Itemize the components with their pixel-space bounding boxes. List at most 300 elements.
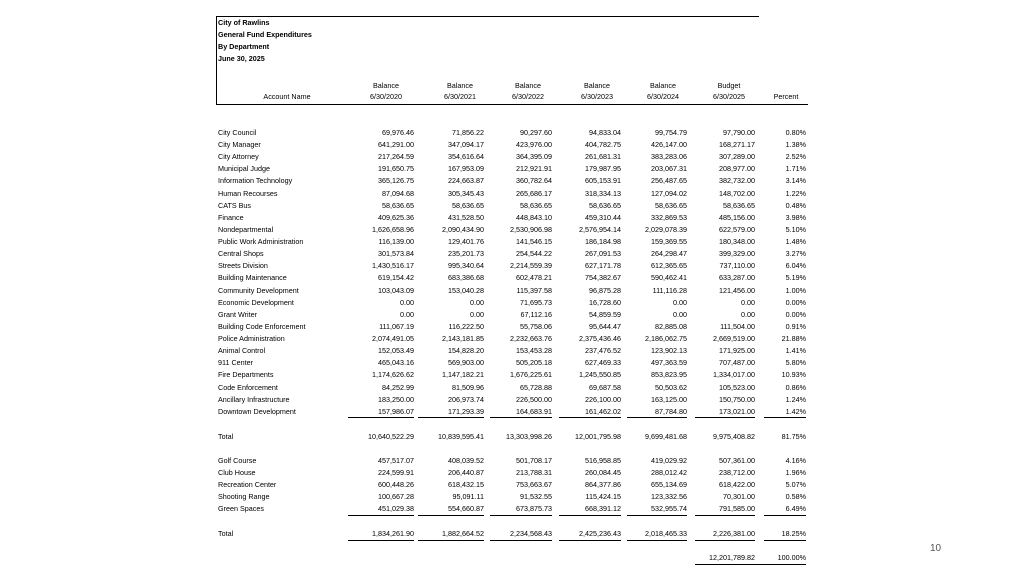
amount-cell: 0.00	[673, 298, 687, 307]
table-row	[216, 272, 808, 284]
grand-total-amount: 12,201,789.82	[709, 553, 755, 562]
amount-cell: 267,091.53	[585, 249, 621, 258]
report-date: June 30, 2025	[218, 54, 265, 63]
amount-cell: 16,728.60	[589, 298, 621, 307]
amount-cell: 354,616.64	[448, 152, 484, 161]
amount-cell: 116,139.00	[378, 237, 414, 246]
subtotal-rule	[348, 417, 414, 418]
account-name: Shooting Range	[218, 492, 270, 501]
amount-cell: 82,885.08	[655, 322, 687, 331]
amount-cell: 100,667.28	[378, 492, 414, 501]
amount-cell: 2,214,559.39	[510, 261, 552, 270]
amount-cell: 641,291.00	[378, 140, 414, 149]
amount-cell: 161,462.02	[585, 407, 621, 416]
amount-cell: 97,790.00	[723, 128, 755, 137]
amount-cell: 673,875.73	[516, 504, 552, 513]
amount-cell: 627,171.78	[585, 261, 621, 270]
amount-cell: 301,573.84	[378, 249, 414, 258]
amount-cell: 485,156.00	[719, 213, 755, 222]
c2-line2: 6/30/2021	[444, 92, 476, 101]
amount-cell: 409,625.36	[378, 213, 414, 222]
account-name: Golf Course	[218, 456, 257, 465]
amount-cell: 115,424.15	[585, 492, 621, 501]
amount-cell: 173,021.00	[719, 407, 755, 416]
subtotal-rule	[559, 515, 621, 516]
amount-cell: 10,640,522.29	[368, 432, 414, 441]
amount-cell: 683,386.68	[448, 273, 484, 282]
amount-cell: 71,856.22	[452, 128, 484, 137]
percent-cell: 21.88%	[781, 334, 806, 343]
total-rule	[627, 540, 687, 541]
account-name: City Manager	[218, 140, 261, 149]
amount-cell: 451,029.38	[378, 504, 414, 513]
account-name: Finance	[218, 213, 244, 222]
c5-line2: 6/30/2024	[647, 92, 679, 101]
account-name: Central Shops	[218, 249, 264, 258]
percent-cell: 0.91%	[785, 322, 806, 331]
amount-cell: 602,478.21	[516, 273, 552, 282]
amount-cell: 58,636.65	[655, 201, 687, 210]
table-row	[216, 503, 808, 515]
amount-cell: 737,110.00	[719, 261, 755, 270]
amount-cell: 159,369.55	[651, 237, 687, 246]
grand-total-rule	[695, 564, 806, 565]
amount-cell: 618,422.00	[719, 480, 755, 489]
table-row	[216, 151, 808, 163]
amount-cell: 70,301.00	[723, 492, 755, 501]
amount-cell: 619,154.42	[378, 273, 414, 282]
amount-cell: 1,174,626.62	[372, 370, 414, 379]
percent-cell: 6.04%	[785, 261, 806, 270]
amount-cell: 50,503.62	[655, 383, 687, 392]
amount-cell: 168,271.17	[719, 140, 755, 149]
amount-cell: 213,788.31	[516, 468, 552, 477]
amount-cell: 150,750.00	[719, 395, 755, 404]
amount-cell: 95,091.11	[452, 492, 484, 501]
amount-cell: 13,303,998.26	[506, 432, 552, 441]
subtotal-rule	[695, 417, 755, 418]
amount-cell: 655,134.69	[651, 480, 687, 489]
amount-cell: 127,094.02	[651, 189, 687, 198]
amount-cell: 123,902.13	[651, 346, 687, 355]
amount-cell: 791,585.00	[719, 504, 755, 513]
amount-cell: 0.00	[400, 310, 414, 319]
left-border	[216, 16, 217, 104]
subtotal-rule	[418, 515, 484, 516]
amount-cell: 71,695.73	[520, 298, 552, 307]
account-name: Municipal Judge	[218, 164, 270, 173]
percent-header: Percent	[773, 92, 799, 101]
amount-cell: 2,425,236.43	[579, 529, 621, 538]
account-name: Information Technology	[218, 176, 293, 185]
amount-cell: 2,074,491.05	[372, 334, 414, 343]
percent-cell: 1.48%	[785, 237, 806, 246]
amount-cell: 226,500.00	[516, 395, 552, 404]
table-row	[216, 260, 808, 272]
amount-cell: 65,728.88	[520, 383, 552, 392]
table-row	[216, 309, 808, 321]
subtotal-rule	[627, 417, 687, 418]
amount-cell: 1,834,261.90	[372, 529, 414, 538]
amount-cell: 383,283.06	[651, 152, 687, 161]
amount-cell: 186,184.98	[585, 237, 621, 246]
amount-cell: 148,702.00	[719, 189, 755, 198]
account-name: Downtown Development	[218, 407, 296, 416]
amount-cell: 9,975,408.82	[713, 432, 755, 441]
percent-cell: 1.96%	[785, 468, 806, 477]
total-rule	[418, 540, 484, 541]
table-row	[216, 479, 808, 491]
total-row	[216, 431, 808, 443]
amount-cell: 627,469.33	[585, 358, 621, 367]
amount-cell: 995,340.64	[448, 261, 484, 270]
amount-cell: 12,001,795.98	[575, 432, 621, 441]
percent-cell: 10.93%	[781, 370, 806, 379]
percent-cell: 6.49%	[785, 504, 806, 513]
amount-cell: 2,576,954.14	[579, 225, 621, 234]
amount-cell: 459,310.44	[585, 213, 621, 222]
percent-cell: 5.80%	[785, 358, 806, 367]
amount-cell: 260,084.45	[585, 468, 621, 477]
table-row	[216, 321, 808, 333]
amount-cell: 399,329.00	[719, 249, 755, 258]
table-row	[216, 467, 808, 479]
amount-cell: 105,523.00	[719, 383, 755, 392]
amount-cell: 261,681.31	[585, 152, 621, 161]
amount-cell: 0.00	[673, 310, 687, 319]
account-name: Total	[218, 432, 234, 441]
report-title: General Fund Expenditures	[218, 30, 312, 39]
account-name: Green Spaces	[218, 504, 264, 513]
subtotal-rule	[695, 515, 755, 516]
amount-cell: 360,782.64	[516, 176, 552, 185]
amount-cell: 264,298.47	[651, 249, 687, 258]
subtotal-rule	[490, 417, 552, 418]
amount-cell: 179,987.95	[585, 164, 621, 173]
account-name-header: Account Name	[263, 92, 311, 101]
percent-cell: 3.98%	[785, 213, 806, 222]
amount-cell: 206,973.74	[448, 395, 484, 404]
table-row	[216, 212, 808, 224]
amount-cell: 203,067.31	[651, 164, 687, 173]
amount-cell: 58,636.65	[452, 201, 484, 210]
percent-cell: 18.25%	[781, 529, 806, 538]
amount-cell: 633,287.00	[719, 273, 755, 282]
account-name: Building Maintenance	[218, 273, 287, 282]
amount-cell: 1,626,658.96	[372, 225, 414, 234]
amount-cell: 497,363.59	[651, 358, 687, 367]
account-name: Animal Control	[218, 346, 266, 355]
org-name: City of Rawlins	[218, 18, 270, 27]
table-row	[216, 394, 808, 406]
percent-cell: 5.19%	[785, 273, 806, 282]
amount-cell: 431,528.50	[448, 213, 484, 222]
table-row	[216, 297, 808, 309]
amount-cell: 753,663.67	[516, 480, 552, 489]
total-row	[216, 528, 808, 540]
subtotal-rule	[764, 417, 806, 418]
percent-cell: 81.75%	[781, 432, 806, 441]
amount-cell: 153,453.28	[516, 346, 552, 355]
table-row	[216, 285, 808, 297]
amount-cell: 600,448.26	[378, 480, 414, 489]
percent-cell: 4.16%	[785, 456, 806, 465]
total-rule	[348, 540, 414, 541]
c4-line2: 6/30/2023	[581, 92, 613, 101]
amount-cell: 2,232,663.76	[510, 334, 552, 343]
amount-cell: 516,958.85	[585, 456, 621, 465]
amount-cell: 164,683.91	[516, 407, 552, 416]
account-name: Total	[218, 529, 234, 538]
amount-cell: 1,430,516.17	[372, 261, 414, 270]
percent-cell: 3.14%	[785, 176, 806, 185]
percent-cell: 0.00%	[785, 298, 806, 307]
percent-cell: 0.86%	[785, 383, 806, 392]
amount-cell: 237,476.52	[585, 346, 621, 355]
percent-cell: 1.42%	[785, 407, 806, 416]
amount-cell: 157,986.07	[378, 407, 414, 416]
table-row	[216, 491, 808, 503]
amount-cell: 365,126.75	[378, 176, 414, 185]
amount-cell: 305,345.43	[448, 189, 484, 198]
percent-cell: 1.00%	[785, 286, 806, 295]
amount-cell: 226,100.00	[585, 395, 621, 404]
amount-cell: 2,375,436.46	[579, 334, 621, 343]
amount-cell: 206,440.87	[448, 468, 484, 477]
percent-cell: 0.00%	[785, 310, 806, 319]
account-name: City Council	[218, 128, 257, 137]
c1-line1: Balance	[373, 81, 399, 90]
amount-cell: 256,487.65	[651, 176, 687, 185]
amount-cell: 167,953.09	[448, 164, 484, 173]
amount-cell: 171,293.39	[448, 407, 484, 416]
report-subtitle: By Department	[218, 42, 270, 51]
amount-cell: 332,869.53	[651, 213, 687, 222]
account-name: City Attorney	[218, 152, 259, 161]
amount-cell: 208,977.00	[719, 164, 755, 173]
amount-cell: 238,712.00	[719, 468, 755, 477]
amount-cell: 69,976.46	[382, 128, 414, 137]
subtotal-rule	[490, 515, 552, 516]
amount-cell: 103,043.09	[378, 286, 414, 295]
amount-cell: 129,401.76	[448, 237, 484, 246]
amount-cell: 10,839,595.41	[438, 432, 484, 441]
account-name: Building Code Enforcement	[218, 322, 306, 331]
total-rule	[559, 540, 621, 541]
amount-cell: 404,782.75	[585, 140, 621, 149]
amount-cell: 505,205.18	[516, 358, 552, 367]
account-name: Police Administration	[218, 334, 285, 343]
amount-cell: 554,660.87	[448, 504, 484, 513]
amount-cell: 84,252.99	[382, 383, 414, 392]
amount-cell: 2,186,062.75	[645, 334, 687, 343]
percent-cell: 2.52%	[785, 152, 806, 161]
account-name: CATS Bus	[218, 201, 252, 210]
subtotal-rule	[627, 515, 687, 516]
amount-cell: 507,361.00	[719, 456, 755, 465]
account-name: Streets Division	[218, 261, 268, 270]
c2-line1: Balance	[447, 81, 473, 90]
account-name: Human Recourses	[218, 189, 278, 198]
amount-cell: 154,828.20	[448, 346, 484, 355]
amount-cell: 612,365.65	[651, 261, 687, 270]
table-row	[216, 455, 808, 467]
amount-cell: 668,391.12	[585, 504, 621, 513]
amount-cell: 58,636.65	[589, 201, 621, 210]
amount-cell: 265,686.17	[516, 189, 552, 198]
amount-cell: 54,859.59	[589, 310, 621, 319]
amount-cell: 90,297.60	[520, 128, 552, 137]
amount-cell: 754,382.67	[585, 273, 621, 282]
amount-cell: 81,509.96	[452, 383, 484, 392]
amount-cell: 111,504.00	[720, 322, 755, 331]
amount-cell: 141,546.15	[516, 237, 552, 246]
percent-cell: 3.27%	[785, 249, 806, 258]
amount-cell: 9,699,481.68	[645, 432, 687, 441]
amount-cell: 2,226,381.00	[713, 529, 755, 538]
amount-cell: 1,334,017.00	[713, 370, 755, 379]
amount-cell: 1,676,225.61	[510, 370, 552, 379]
table-row	[216, 345, 808, 357]
table-row	[216, 248, 808, 260]
amount-cell: 382,732.00	[719, 176, 755, 185]
account-name: Community Development	[218, 286, 299, 295]
amount-cell: 569,903.00	[448, 358, 484, 367]
grand-total-percent: 100.00%	[777, 553, 806, 562]
total-rule	[764, 540, 806, 541]
amount-cell: 153,040.28	[448, 286, 484, 295]
c1-line2: 6/30/2020	[370, 92, 402, 101]
amount-cell: 180,348.00	[719, 237, 755, 246]
account-name: Recreation Center	[218, 480, 277, 489]
amount-cell: 123,332.56	[651, 492, 687, 501]
table-row	[216, 357, 808, 369]
amount-cell: 853,823.95	[651, 370, 687, 379]
amount-cell: 55,758.06	[520, 322, 552, 331]
c6-line2: 6/30/2025	[713, 92, 745, 101]
amount-cell: 217,264.59	[378, 152, 414, 161]
top-border	[216, 16, 759, 17]
amount-cell: 99,754.79	[655, 128, 687, 137]
amount-cell: 1,882,664.52	[442, 529, 484, 538]
header-rule	[216, 104, 808, 105]
amount-cell: 67,112.16	[520, 310, 552, 319]
amount-cell: 0.00	[741, 310, 755, 319]
amount-cell: 69,687.58	[589, 383, 621, 392]
table-row	[216, 175, 808, 187]
table-row	[216, 139, 808, 151]
percent-cell: 5.10%	[785, 225, 806, 234]
percent-cell: 1.24%	[785, 395, 806, 404]
table-row	[216, 163, 808, 175]
table-row	[216, 382, 808, 394]
amount-cell: 364,395.09	[516, 152, 552, 161]
account-name: Ancillary Infrastructure	[218, 395, 290, 404]
amount-cell: 707,487.00	[719, 358, 755, 367]
amount-cell: 95,644.47	[589, 322, 621, 331]
table-row	[216, 200, 808, 212]
amount-cell: 58,636.65	[520, 201, 552, 210]
amount-cell: 590,462.41	[651, 273, 687, 282]
table-row	[216, 333, 808, 345]
percent-cell: 0.58%	[785, 492, 806, 501]
amount-cell: 224,663.87	[448, 176, 484, 185]
amount-cell: 605,153.91	[585, 176, 621, 185]
amount-cell: 465,043.16	[378, 358, 414, 367]
amount-cell: 426,147.00	[651, 140, 687, 149]
amount-cell: 94,833.04	[589, 128, 621, 137]
amount-cell: 423,976.00	[516, 140, 552, 149]
account-name: Code Enforcement	[218, 383, 278, 392]
amount-cell: 318,334.13	[585, 189, 621, 198]
amount-cell: 116,222.50	[448, 322, 484, 331]
subtotal-rule	[418, 417, 484, 418]
amount-cell: 121,456.00	[719, 286, 755, 295]
amount-cell: 448,843.10	[516, 213, 552, 222]
subtotal-rule	[348, 515, 414, 516]
amount-cell: 408,039.52	[448, 456, 484, 465]
account-name: Economic Development	[218, 298, 294, 307]
amount-cell: 0.00	[470, 298, 484, 307]
subtotal-rule	[559, 417, 621, 418]
amount-cell: 0.00	[400, 298, 414, 307]
total-rule	[695, 540, 755, 541]
amount-cell: 532,955.74	[651, 504, 687, 513]
amount-cell: 224,599.91	[378, 468, 414, 477]
amount-cell: 419,029.92	[651, 456, 687, 465]
amount-cell: 171,925.00	[719, 346, 755, 355]
grand-total-row	[216, 552, 808, 564]
c4-line1: Balance	[584, 81, 610, 90]
amount-cell: 111,067.19	[379, 322, 414, 331]
amount-cell: 58,636.65	[723, 201, 755, 210]
amount-cell: 2,234,568.43	[510, 529, 552, 538]
amount-cell: 457,517.07	[378, 456, 414, 465]
amount-cell: 2,143,181.85	[442, 334, 484, 343]
c5-line1: Balance	[650, 81, 676, 90]
amount-cell: 347,094.17	[448, 140, 484, 149]
amount-cell: 235,201.73	[448, 249, 484, 258]
amount-cell: 111,116.28	[652, 286, 687, 295]
amount-cell: 2,530,906.98	[510, 225, 552, 234]
total-rule	[490, 540, 552, 541]
amount-cell: 622,579.00	[719, 225, 755, 234]
amount-cell: 501,708.17	[516, 456, 552, 465]
table-row	[216, 188, 808, 200]
amount-cell: 152,053.49	[378, 346, 414, 355]
c3-line2: 6/30/2022	[512, 92, 544, 101]
amount-cell: 2,029,078.39	[645, 225, 687, 234]
c3-line1: Balance	[515, 81, 541, 90]
amount-cell: 0.00	[470, 310, 484, 319]
amount-cell: 191,650.75	[378, 164, 414, 173]
percent-cell: 5.07%	[785, 480, 806, 489]
amount-cell: 2,090,434.90	[442, 225, 484, 234]
amount-cell: 307,289.00	[719, 152, 755, 161]
page-number: 10	[930, 543, 942, 554]
amount-cell: 96,875.28	[589, 286, 621, 295]
table-row	[216, 127, 808, 139]
amount-cell: 1,245,550.85	[579, 370, 621, 379]
amount-cell: 212,921.91	[516, 164, 552, 173]
amount-cell: 115,397.58	[516, 286, 552, 295]
amount-cell: 618,432.15	[448, 480, 484, 489]
table-row	[216, 224, 808, 236]
amount-cell: 288,012.42	[651, 468, 687, 477]
account-name: 911 Center	[218, 358, 254, 367]
expenditure-sheet	[216, 0, 808, 576]
amount-cell: 87,784.80	[655, 407, 687, 416]
